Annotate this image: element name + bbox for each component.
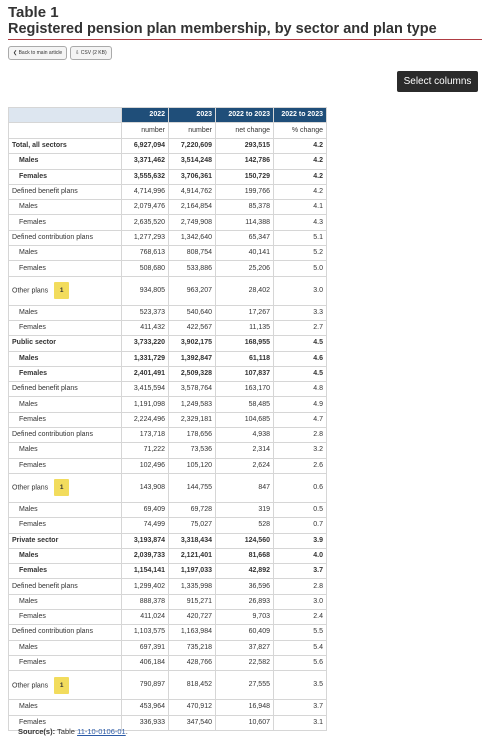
value-cell: 69,409 — [122, 502, 169, 517]
value-cell: 5.5 — [274, 625, 327, 640]
value-cell: 3.1 — [274, 715, 327, 730]
table-title: Registered pension plan membership, by sector and plan type — [8, 21, 437, 37]
value-cell: 17,267 — [216, 305, 274, 320]
value-cell: 4.7 — [274, 412, 327, 427]
value-cell: 150,729 — [216, 169, 274, 184]
unit-cell: % change — [274, 123, 327, 139]
value-cell: 293,515 — [216, 139, 274, 154]
value-cell: 163,170 — [216, 382, 274, 397]
source-end: . — [125, 727, 128, 736]
row-label-text: Public sector — [12, 339, 56, 347]
value-cell: 25,206 — [216, 261, 274, 276]
row-label — [9, 564, 122, 579]
row-label — [9, 458, 122, 473]
row-label-text: Males — [19, 703, 38, 711]
row-label — [9, 700, 122, 715]
row-label — [9, 261, 122, 276]
value-cell: 4.2 — [274, 184, 327, 199]
value-cell: 5.6 — [274, 655, 327, 670]
table-row — [9, 246, 327, 261]
value-cell: 1,197,033 — [169, 564, 216, 579]
row-label — [9, 533, 122, 548]
value-cell: 16,948 — [216, 700, 274, 715]
value-cell: 888,378 — [122, 594, 169, 609]
table-row — [9, 276, 327, 305]
row-label — [9, 671, 122, 700]
units-row — [9, 123, 327, 139]
value-cell: 7,220,609 — [169, 139, 216, 154]
value-cell: 3,193,874 — [122, 533, 169, 548]
value-cell: 790,897 — [122, 671, 169, 700]
row-label — [9, 594, 122, 609]
value-cell: 102,496 — [122, 458, 169, 473]
value-cell: 104,685 — [216, 412, 274, 427]
row-label-text: Females — [19, 370, 48, 377]
value-cell: 540,640 — [169, 305, 216, 320]
unit-cell: number — [122, 123, 169, 139]
table-row — [9, 700, 327, 715]
row-label-text: Defined contribution plans — [12, 431, 93, 439]
value-cell: 3,371,462 — [122, 154, 169, 169]
row-label-text: Females — [19, 218, 46, 226]
row-label — [9, 230, 122, 245]
value-cell: 4.0 — [274, 548, 327, 563]
value-cell: 60,409 — [216, 625, 274, 640]
value-cell: 406,184 — [122, 655, 169, 670]
table-row — [9, 655, 327, 670]
table-row — [9, 594, 327, 609]
data-table — [8, 107, 327, 731]
value-cell: 5.0 — [274, 261, 327, 276]
value-cell: 963,207 — [169, 276, 216, 305]
value-cell: 2,039,733 — [122, 548, 169, 563]
value-cell: 2,749,908 — [169, 215, 216, 230]
value-cell: 3.0 — [274, 276, 327, 305]
row-label-text: Private sector — [12, 536, 59, 544]
value-cell: 533,886 — [169, 261, 216, 276]
value-cell: 2,635,520 — [122, 215, 169, 230]
value-cell: 428,766 — [169, 655, 216, 670]
row-label — [9, 625, 122, 640]
row-label — [9, 169, 122, 184]
row-label-text: Females — [19, 415, 46, 423]
value-cell: 26,893 — [216, 594, 274, 609]
value-cell: 1,335,998 — [169, 579, 216, 594]
value-cell: 420,727 — [169, 610, 216, 625]
table-header — [8, 4, 482, 38]
value-cell: 697,391 — [122, 640, 169, 655]
col-header-2023: 2023 — [169, 108, 216, 123]
row-label-text: Other plans — [12, 682, 49, 690]
value-cell: 114,388 — [216, 215, 274, 230]
value-cell: 173,718 — [122, 428, 169, 443]
value-cell: 2.4 — [274, 610, 327, 625]
value-cell: 37,827 — [216, 640, 274, 655]
csv-download-button[interactable]: ⇩ CSV (2 KB) — [70, 46, 111, 60]
row-label — [9, 548, 122, 563]
row-label-text: Females — [19, 718, 46, 726]
value-cell: 81,668 — [216, 548, 274, 563]
value-cell: 1,331,729 — [122, 351, 169, 366]
table-row — [9, 366, 327, 381]
row-label-text: Defined benefit plans — [12, 582, 78, 590]
table-row — [9, 610, 327, 625]
units-corner — [9, 123, 122, 139]
value-cell: 2,121,401 — [169, 548, 216, 563]
value-cell: 2.7 — [274, 320, 327, 335]
table-row — [9, 564, 327, 579]
row-label-text: Females — [19, 521, 46, 529]
row-label — [9, 215, 122, 230]
value-cell: 28,402 — [216, 276, 274, 305]
value-cell: 36,596 — [216, 579, 274, 594]
value-cell: 3,514,248 — [169, 154, 216, 169]
value-cell: 1,191,098 — [122, 397, 169, 412]
value-cell: 124,560 — [216, 533, 274, 548]
value-cell: 808,754 — [169, 246, 216, 261]
row-label — [9, 382, 122, 397]
value-cell: 2,079,476 — [122, 200, 169, 215]
value-cell: 4.1 — [274, 200, 327, 215]
table-row — [9, 397, 327, 412]
row-label-text: Females — [19, 461, 46, 469]
value-cell: 3.2 — [274, 443, 327, 458]
row-label — [9, 154, 122, 169]
row-label-text: Males — [19, 597, 38, 605]
row-label — [9, 610, 122, 625]
table-row — [9, 215, 327, 230]
row-label — [9, 351, 122, 366]
table-row — [9, 428, 327, 443]
table-row — [9, 169, 327, 184]
value-cell: 71,222 — [122, 443, 169, 458]
row-label-text: Defined benefit plans — [12, 188, 78, 196]
value-cell: 4.9 — [274, 397, 327, 412]
header-corner — [9, 108, 122, 123]
value-cell: 168,955 — [216, 336, 274, 351]
row-label — [9, 397, 122, 412]
value-cell: 65,347 — [216, 230, 274, 245]
value-cell: 3,555,632 — [122, 169, 169, 184]
value-cell: 2,224,496 — [122, 412, 169, 427]
value-cell: 3,706,361 — [169, 169, 216, 184]
row-label — [9, 428, 122, 443]
value-cell: 4.8 — [274, 382, 327, 397]
table-row — [9, 351, 327, 366]
row-label — [9, 443, 122, 458]
col-header-net-change: 2022 to 2023 — [216, 108, 274, 123]
table-row — [9, 305, 327, 320]
row-label-text: Females — [19, 613, 46, 621]
row-label — [9, 200, 122, 215]
value-cell: 319 — [216, 502, 274, 517]
value-cell: 1,249,583 — [169, 397, 216, 412]
value-cell: 85,378 — [216, 200, 274, 215]
value-cell: 735,218 — [169, 640, 216, 655]
source-note — [18, 727, 128, 736]
footnote-marker[interactable]: 1 — [54, 479, 69, 496]
row-label — [9, 276, 122, 305]
unit-cell: number — [169, 123, 216, 139]
row-label — [9, 246, 122, 261]
row-label — [9, 412, 122, 427]
row-label — [9, 518, 122, 533]
value-cell: 107,837 — [216, 366, 274, 381]
value-cell: 42,892 — [216, 564, 274, 579]
row-label-text: Females — [19, 659, 46, 667]
value-cell: 74,499 — [122, 518, 169, 533]
value-cell: 199,766 — [216, 184, 274, 199]
value-cell: 2,509,328 — [169, 366, 216, 381]
value-cell: 2.8 — [274, 579, 327, 594]
value-cell: 1,342,640 — [169, 230, 216, 245]
row-label — [9, 139, 122, 154]
value-cell: 2,624 — [216, 458, 274, 473]
row-label — [9, 320, 122, 335]
value-cell: 10,607 — [216, 715, 274, 730]
table-row — [9, 230, 327, 245]
row-label-text: Females — [19, 567, 48, 575]
value-cell: 4.6 — [274, 351, 327, 366]
value-cell: 6,927,094 — [122, 139, 169, 154]
value-cell: 0.5 — [274, 502, 327, 517]
value-cell: 0.6 — [274, 473, 327, 502]
row-label-text: Males — [19, 308, 38, 316]
table-row — [9, 336, 327, 351]
source-label: Source(s): — [18, 727, 56, 736]
select-columns-button[interactable]: Select columns — [397, 71, 478, 92]
row-label-text: Males — [19, 157, 39, 165]
table-row — [9, 640, 327, 655]
value-cell: 422,567 — [169, 320, 216, 335]
value-cell: 470,912 — [169, 700, 216, 715]
value-cell: 73,536 — [169, 443, 216, 458]
value-cell: 336,933 — [122, 715, 169, 730]
row-label — [9, 366, 122, 381]
table-row — [9, 139, 327, 154]
row-label-text: Males — [19, 249, 38, 257]
value-cell: 3,733,220 — [122, 336, 169, 351]
value-cell: 1,163,984 — [169, 625, 216, 640]
value-cell: 4.2 — [274, 169, 327, 184]
value-cell: 528 — [216, 518, 274, 533]
table-row — [9, 261, 327, 276]
value-cell: 3,318,434 — [169, 533, 216, 548]
value-cell: 178,656 — [169, 428, 216, 443]
row-label-text: Males — [19, 643, 38, 651]
table-row — [9, 184, 327, 199]
value-cell: 411,024 — [122, 610, 169, 625]
value-cell: 61,118 — [216, 351, 274, 366]
value-cell: 2,401,491 — [122, 366, 169, 381]
row-label — [9, 184, 122, 199]
value-cell: 768,613 — [122, 246, 169, 261]
value-cell: 2,329,181 — [169, 412, 216, 427]
col-header-pct-change: 2022 to 2023 — [274, 108, 327, 123]
value-cell: 4.3 — [274, 215, 327, 230]
table-row — [9, 579, 327, 594]
value-cell: 3,415,594 — [122, 382, 169, 397]
value-cell: 847 — [216, 473, 274, 502]
row-label-text: Males — [19, 400, 38, 408]
value-cell: 27,555 — [216, 671, 274, 700]
value-cell: 4.5 — [274, 366, 327, 381]
value-cell: 3,902,175 — [169, 336, 216, 351]
value-cell: 2,314 — [216, 443, 274, 458]
value-cell: 934,805 — [122, 276, 169, 305]
table-row — [9, 671, 327, 700]
value-cell: 4.2 — [274, 139, 327, 154]
row-label — [9, 640, 122, 655]
value-cell: 3.7 — [274, 700, 327, 715]
row-label — [9, 655, 122, 670]
value-cell: 2.6 — [274, 458, 327, 473]
row-label — [9, 305, 122, 320]
table-number: Table 1 — [8, 4, 59, 21]
value-cell: 4,914,762 — [169, 184, 216, 199]
value-cell: 0.7 — [274, 518, 327, 533]
value-cell: 3.7 — [274, 564, 327, 579]
table-row — [9, 473, 327, 502]
value-cell: 1,103,575 — [122, 625, 169, 640]
row-label-text: Males — [19, 446, 38, 454]
row-label — [9, 336, 122, 351]
row-label-text: Defined contribution plans — [12, 628, 93, 636]
table-row — [9, 458, 327, 473]
footnote-marker[interactable]: 1 — [54, 677, 69, 694]
row-label-text: Males — [19, 551, 39, 559]
row-label-text: Males — [19, 203, 38, 211]
value-cell: 3.0 — [274, 594, 327, 609]
table-row — [9, 382, 327, 397]
value-cell: 3.9 — [274, 533, 327, 548]
source-text: Table — [57, 727, 75, 736]
table-row — [9, 412, 327, 427]
table-row — [9, 518, 327, 533]
value-cell: 11,135 — [216, 320, 274, 335]
value-cell: 75,027 — [169, 518, 216, 533]
value-cell: 144,755 — [169, 473, 216, 502]
value-cell: 1,392,847 — [169, 351, 216, 366]
table-row — [9, 443, 327, 458]
row-label-text: Other plans — [12, 484, 49, 492]
value-cell: 2.8 — [274, 428, 327, 443]
row-label-text: Other plans — [12, 287, 49, 295]
table-row — [9, 200, 327, 215]
row-label-text: Females — [19, 264, 46, 272]
row-label-text: Defined benefit plans — [12, 385, 78, 393]
value-cell: 4,938 — [216, 428, 274, 443]
value-cell: 2,164,854 — [169, 200, 216, 215]
value-cell: 1,277,293 — [122, 230, 169, 245]
unit-cell: net change — [216, 123, 274, 139]
value-cell: 142,786 — [216, 154, 274, 169]
table-row — [9, 154, 327, 169]
row-label-text: Defined contribution plans — [12, 233, 93, 241]
value-cell: 3.3 — [274, 305, 327, 320]
table-row — [9, 502, 327, 517]
row-label — [9, 502, 122, 517]
value-cell: 1,299,402 — [122, 579, 169, 594]
value-cell: 58,485 — [216, 397, 274, 412]
value-cell: 4.2 — [274, 154, 327, 169]
value-cell: 1,154,141 — [122, 564, 169, 579]
footnote-marker[interactable]: 1 — [54, 282, 69, 299]
table-row — [9, 548, 327, 563]
action-buttons — [8, 46, 112, 60]
value-cell: 143,908 — [122, 473, 169, 502]
row-label-text: Males — [19, 354, 39, 362]
table-row — [9, 625, 327, 640]
value-cell: 22,582 — [216, 655, 274, 670]
value-cell: 453,964 — [122, 700, 169, 715]
value-cell: 40,141 — [216, 246, 274, 261]
row-label — [9, 473, 122, 502]
value-cell: 915,271 — [169, 594, 216, 609]
source-link[interactable]: 11-10-0106-01 — [77, 727, 126, 736]
value-cell: 508,680 — [122, 261, 169, 276]
value-cell: 105,120 — [169, 458, 216, 473]
table-row — [9, 320, 327, 335]
value-cell: 9,703 — [216, 610, 274, 625]
table-row — [9, 533, 327, 548]
row-label-text: Females — [19, 172, 48, 180]
value-cell: 523,373 — [122, 305, 169, 320]
value-cell: 5.2 — [274, 246, 327, 261]
value-cell: 347,540 — [169, 715, 216, 730]
value-cell: 4,714,996 — [122, 184, 169, 199]
value-cell: 69,728 — [169, 502, 216, 517]
col-header-2022: 2022 — [122, 108, 169, 123]
value-cell: 411,432 — [122, 320, 169, 335]
header-row — [9, 108, 327, 123]
value-cell: 5.4 — [274, 640, 327, 655]
value-cell: 5.1 — [274, 230, 327, 245]
value-cell: 4.5 — [274, 336, 327, 351]
row-label-text: Males — [19, 506, 38, 514]
row-label — [9, 579, 122, 594]
row-label-text: Females — [19, 324, 46, 332]
title-divider — [8, 39, 482, 40]
value-cell: 818,452 — [169, 671, 216, 700]
row-label-text: Total, all sectors — [12, 142, 67, 150]
back-to-article-button[interactable]: ❮ Back to main article — [8, 46, 67, 60]
value-cell: 3.5 — [274, 671, 327, 700]
value-cell: 3,578,764 — [169, 382, 216, 397]
